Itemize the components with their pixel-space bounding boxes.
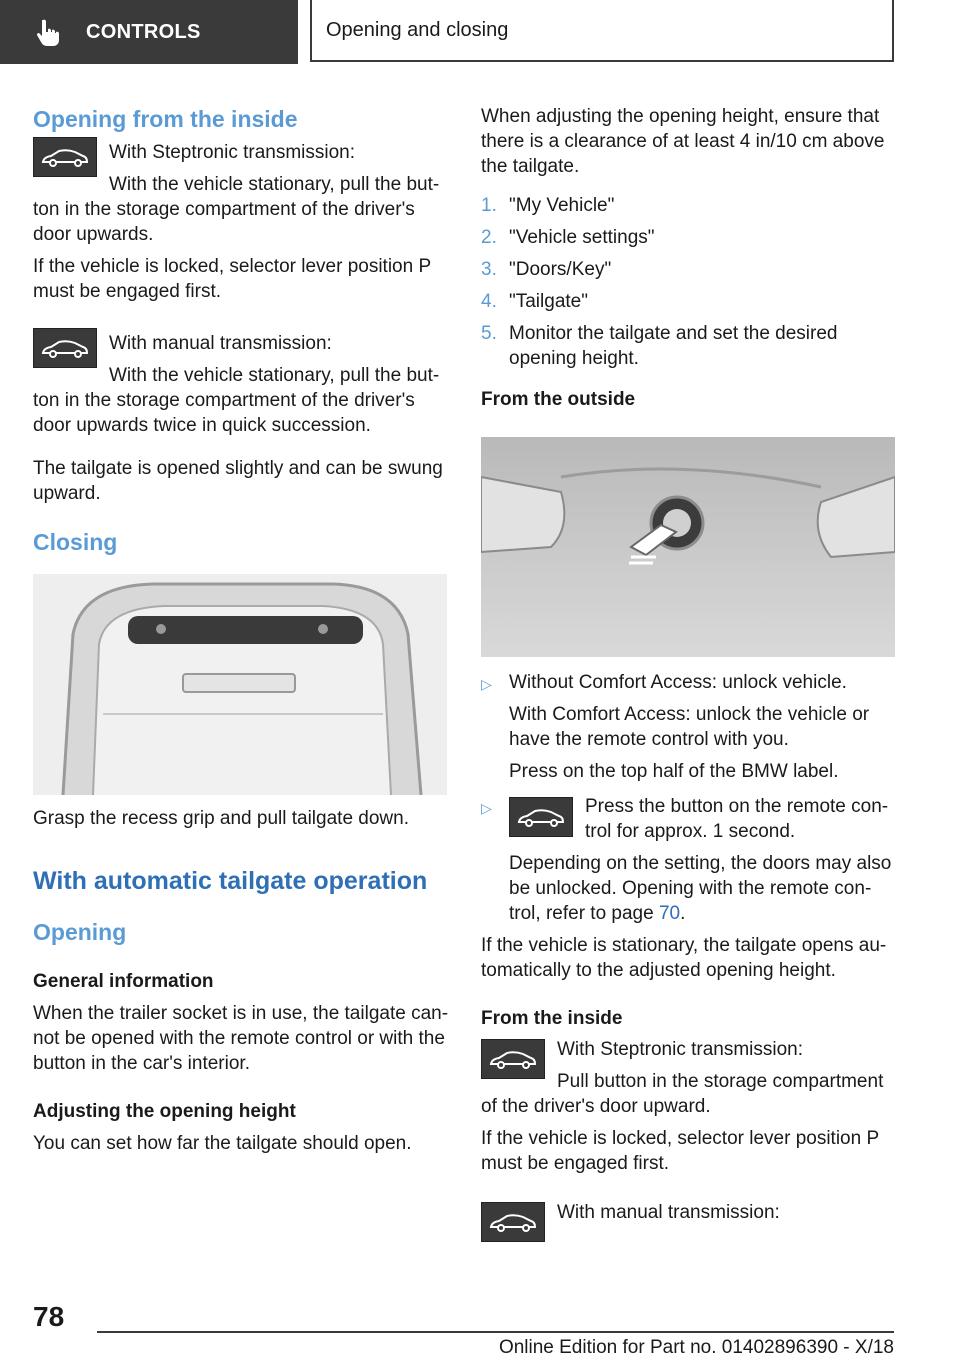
heading-general-info: General information [33, 971, 214, 992]
manual-text: With the vehicle stationary, pull the but- ton in the storage compartment of the driver's door upwards twice in quick succession. [33, 365, 440, 436]
right-column-lower [481, 670, 897, 1246]
heading-from-inside: From the inside [481, 1008, 623, 1029]
general-text: When the trailer socket is in use, the tailgate can- not be opened with the remote control or with the button in the car's interior. [33, 1003, 449, 1074]
step-item: 1. "My Vehicle" [481, 195, 615, 216]
car-steptronic2-icon [481, 1039, 545, 1079]
bmw-emblem-illustration [481, 437, 895, 657]
step-item: 3. "Doors/Key" [481, 259, 612, 280]
heading-opening: Opening [33, 919, 127, 945]
manual2-label: With manual transmission: [557, 1202, 780, 1223]
car-icon [41, 146, 89, 168]
triangle-bullet-icon: ▷ [481, 676, 492, 692]
car-manual2-icon [481, 1202, 545, 1242]
page-number: 78 [33, 1301, 65, 1332]
tailgate-interior-photo [33, 574, 447, 795]
bullet-remote [481, 794, 897, 926]
car-remote-icon [509, 797, 573, 837]
car-icon [41, 337, 89, 359]
car-steptronic-icon [33, 137, 97, 177]
settings-steps [481, 193, 897, 371]
step-item: 4. "Tailgate" [481, 291, 588, 312]
bullet-remote-main: Press the button on the remote con- trol for approx. 1 second. [585, 796, 889, 842]
heading-adjust-height: Adjusting the opening height [33, 1101, 296, 1122]
hand-pointer-icon [34, 18, 66, 46]
car-manual-icon [33, 328, 97, 368]
steptronic2-label: With Steptronic transmission: [557, 1039, 804, 1060]
car-icon [489, 1048, 537, 1070]
section-title: CONTROLS [86, 20, 201, 43]
left-column-lower [33, 806, 449, 1156]
stationary-text: If the vehicle is stationary, the tailgate opens au- tomatically to the adjusted opening height. [481, 935, 887, 981]
manual-label: With manual transmission: [109, 333, 332, 354]
steptronic-label: With Steptronic transmission: [109, 142, 356, 163]
bmw-emblem-photo [481, 437, 895, 657]
locked-note: If the vehicle is locked, selector lever position P must be engaged first. [33, 256, 431, 302]
step-item: 5. Monitor the tailgate and set the desired opening height. [481, 323, 838, 369]
triangle-bullet-icon: ▷ [481, 800, 492, 816]
tailgate-interior-illustration [33, 574, 447, 795]
heading-opening-inside: Opening from the inside [33, 106, 298, 132]
bullet-unlock-comfort: With Comfort Access: unlock the vehicle or have the remote control with you. [509, 704, 870, 750]
right-column [481, 104, 897, 412]
chapter-title: Opening and closing [326, 18, 509, 41]
bullet-remote-sub: Depending on the setting, the doors may also be unlocked. Opening with the remote con- trol, refer to page 70. [509, 853, 892, 924]
opened-result: The tailgate is opened slightly and can be swung upward. [33, 458, 443, 504]
closing-text: Grasp the recess grip and pull tailgate down. [33, 808, 409, 829]
chapter-header [310, 0, 894, 62]
steptronic2-text: Pull button in the storage compartment of the driver's door upward. [481, 1071, 884, 1117]
car-icon [489, 1211, 537, 1233]
car-icon [517, 806, 565, 828]
bullet-unlock-main: Without Comfort Access: unlock vehicle. [509, 672, 847, 693]
locked2-note: If the vehicle is locked, selector lever position P must be engaged first. [481, 1128, 879, 1174]
page-ref-link[interactable]: 70 [658, 903, 681, 924]
adjust-clearance-note: When adjusting the opening height, ensure that there is a clearance of at least 4 in/10 cm above the tailgate. [481, 106, 885, 177]
bullet-unlock-press: Press on the top half of the BMW label. [509, 761, 839, 782]
section-tab [0, 0, 298, 64]
edition-text: Online Edition for Part no. 01402896390 - X/18 [498, 1337, 894, 1358]
heading-from-outside: From the outside [481, 389, 636, 410]
left-column [33, 100, 449, 556]
heading-closing: Closing [33, 529, 118, 555]
bullet-unlock [481, 670, 897, 784]
step-item: 2. "Vehicle settings" [481, 227, 655, 248]
footer-divider [97, 1331, 894, 1333]
heading-automatic-tailgate: With automatic tailgate operation [33, 867, 428, 895]
steptronic-text: With the vehicle stationary, pull the but- ton in the storage compartment of the driver's door upwards. [33, 174, 440, 245]
adjust-text: You can set how far the tailgate should open. [33, 1133, 412, 1154]
